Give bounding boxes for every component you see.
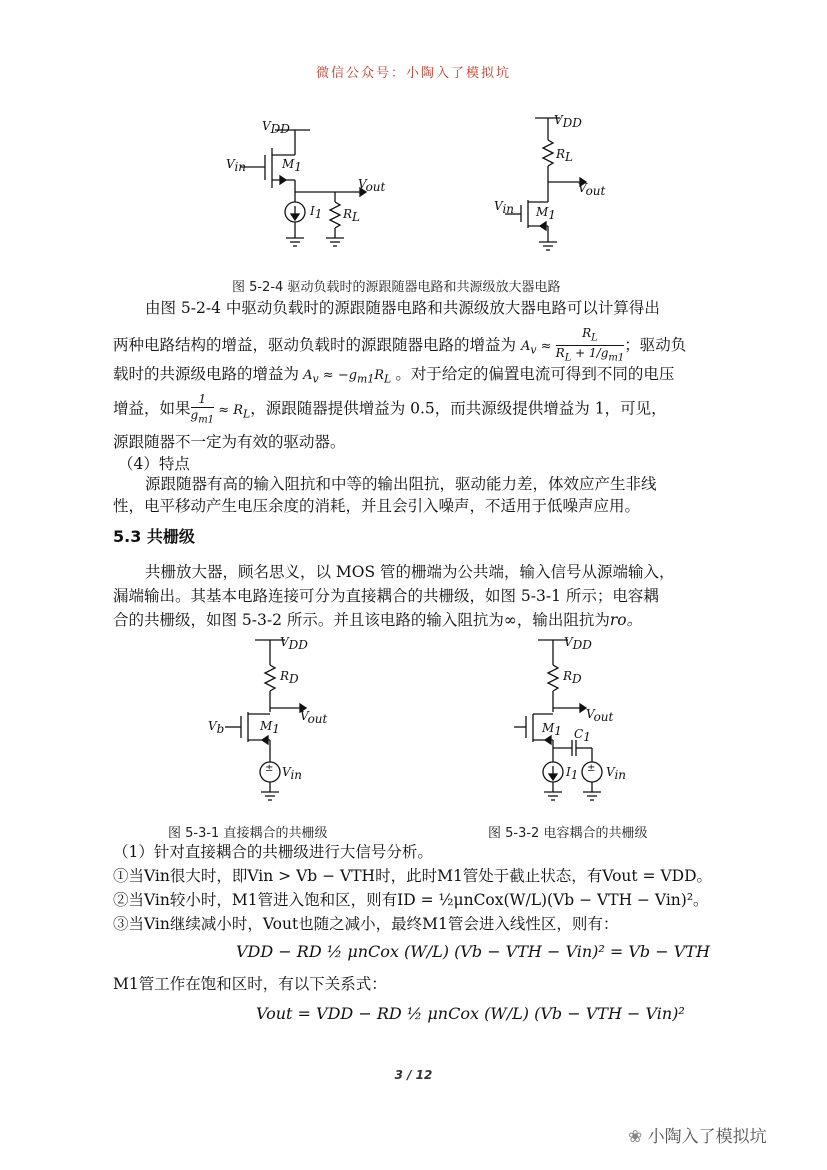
- c1-label: C1: [574, 727, 591, 744]
- i1-label: I1: [566, 765, 579, 782]
- equation-linear-boundary: VDD − RD ½ μnCox (W/L) (Vb − VTH − Vin)² = Vb − VTH: [236, 942, 710, 961]
- common-source-circuit: [490, 110, 640, 260]
- source-follower-circuit: [220, 110, 390, 260]
- analysis-line3: ②当Vin较小时，M1管进入饱和区，则有ID = ½μnCox(W/L)(Vb − VTH − Vin)²。: [113, 891, 709, 909]
- vin-label: Vin: [282, 765, 303, 782]
- para3-line3: 合的共栅级，如图 5-3-2 所示。并且该电路的输入阻抗为∞，输出阻抗为ro。: [113, 611, 643, 629]
- svg-text:±: ±: [265, 763, 274, 774]
- m1-label: M1: [542, 721, 562, 738]
- figure-531-caption: 图 5-3-1 直接耦合的共栅级: [168, 826, 328, 841]
- vdd-label: VDD: [564, 635, 592, 652]
- para1-line2: 两种电路结构的增益，驱动负载时的源跟随器电路的增益为 $A_v$ ≈ $\frac{R_L}{R_L + 1/g_{m1}}$ ；驱动负: [113, 326, 687, 364]
- rd-label: RD: [280, 669, 299, 686]
- rl-label: RL: [343, 207, 361, 224]
- vin-label: Vin: [606, 765, 627, 782]
- vdd-label: VDD: [554, 113, 582, 130]
- analysis-line4: ③当Vin继续减小时，Vout也随之减小，最终M1管会进入线性区，则有：: [113, 915, 619, 933]
- para3-line2: 漏端输出。其基本电路连接可分为直接耦合的共栅级，如图 5-3-1 所示；电容耦: [113, 587, 659, 605]
- capacitor-coupled-cg-circuit: [500, 630, 650, 810]
- analysis-line5: M1管工作在饱和区时，有以下关系式：: [113, 975, 387, 993]
- vout-label: Vout: [586, 707, 614, 724]
- svg-text:±: ±: [587, 763, 596, 774]
- i1-label: I1: [310, 204, 323, 221]
- para1-line5: 源跟随器不一定为有效的驱动器。: [113, 433, 346, 451]
- analysis-line1: （1）针对直接耦合的共栅级进行大信号分析。: [113, 843, 433, 861]
- page-header: 微信公众号：小陶入了模拟坑: [315, 66, 511, 81]
- vdd-label: VDD: [280, 635, 308, 652]
- vin-label: Vin: [226, 157, 247, 174]
- para3-line1: 共栅放大器，顾名思义，以 MOS 管的栅端为公共端，输入信号从源端输入，: [145, 563, 675, 581]
- m1-label: M1: [282, 157, 302, 174]
- page-number: 3 / 12: [394, 1068, 433, 1082]
- vout-label: Vout: [358, 177, 386, 194]
- para2-line2: 性，电平移动产生电压余度的消耗，并且会引入噪声，不适用于低噪声应用。: [113, 497, 641, 515]
- vout-label: Vout: [300, 709, 328, 726]
- figure-532-caption: 图 5-3-2 电容耦合的共栅级: [488, 826, 648, 841]
- vdd-label: VDD: [262, 119, 290, 136]
- rl-label: RL: [556, 147, 574, 164]
- m1-label: M1: [260, 719, 280, 736]
- wechat-icon: ❀: [628, 1127, 643, 1147]
- para1-line1: 由图 5-2-4 中驱动负载时的源跟随器电路和共源级放大器电路可以计算得出: [145, 299, 660, 317]
- para1-line4: 增益，如果 $\frac{1}{g_{m1}}$ ≈ $R_L$，源跟随器提供增益为 0.5，而共源级提供增益为 1，可见，: [113, 392, 667, 426]
- m1-label: M1: [536, 205, 556, 222]
- direct-coupled-cg-circuit: [200, 630, 350, 810]
- vb-label: Vb: [208, 719, 225, 736]
- analysis-line2: ①当Vin很大时，即Vin > Vb − VTH时，此时M1管处于截止状态，有Vout = VDD。: [113, 867, 713, 885]
- figure-524-caption: 图 5-2-4 驱动负载时的源跟随器电路和共源级放大器电路: [232, 280, 561, 295]
- equation-saturation-vout: Vout = VDD − RD ½ μnCox (W/L) (Vb − VTH − Vin)²: [256, 1004, 685, 1023]
- section-heading: 5.3 共栅级: [113, 527, 195, 546]
- vout-label: Vout: [578, 181, 606, 198]
- para2-line1: 源跟随器有高的输入阻抗和中等的输出阻抗，驱动能力差，体效应产生非线: [145, 475, 657, 493]
- para1-line3: 载时的共源级电路的增益为 $A_v \approx -g_{m1}R_L$ 。对于给定的偏置电流可得到不同的电压: [113, 365, 675, 386]
- watermark: ❀ 小陶入了模拟坑: [628, 1127, 767, 1147]
- vin-label: Vin: [494, 199, 515, 216]
- subheading-4: （4）特点: [118, 455, 190, 473]
- rd-label: RD: [563, 669, 582, 686]
